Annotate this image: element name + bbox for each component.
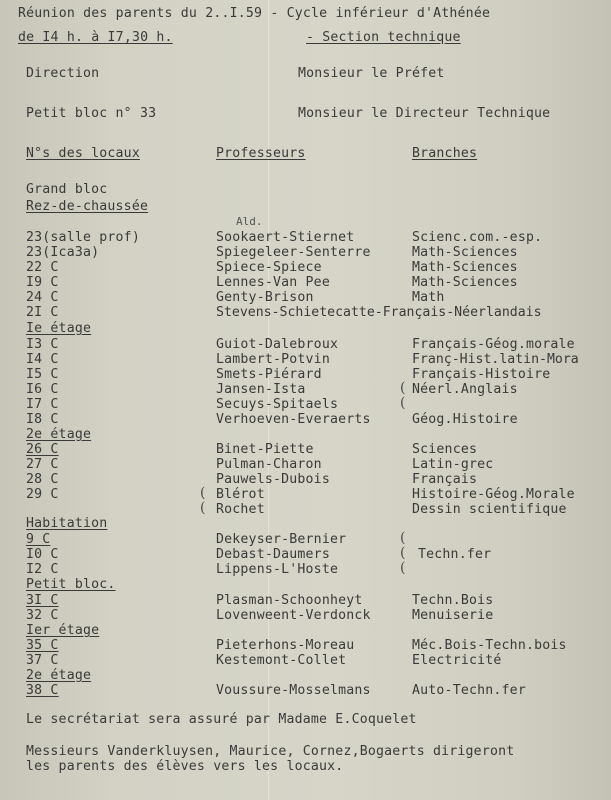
row-room: I6 C <box>26 382 59 397</box>
row-room: 27 C <box>26 457 59 472</box>
official-place-2: Petit bloc n° 33 <box>26 106 157 121</box>
brace-left: ( <box>400 560 406 576</box>
row-professor: Sookaert-Stiernet <box>216 230 355 245</box>
row-professor: Lambert-Potvin <box>216 352 330 367</box>
handwritten-mark: Ald. <box>236 215 263 228</box>
footer-guides-line-1: Messieurs Vanderkluysen, Maurice, Cornez,Bogaerts dirigeront <box>26 744 515 759</box>
row-room: I3 C <box>26 337 59 352</box>
row-professor: Secuys-Spitaels <box>216 397 339 412</box>
footer-guides-line-2: les parents des élèves vers les locaux. <box>26 759 344 774</box>
row-room: I5 C <box>26 367 59 382</box>
brace-left: ( <box>400 395 406 411</box>
row-professor: Blérot <box>216 487 265 502</box>
row-room: 38 C <box>26 683 59 698</box>
column-header-branches: Branches <box>412 146 478 161</box>
row-professor: Genty-Brison <box>216 290 314 305</box>
row-room: 23(Ica3a) <box>26 245 100 260</box>
column-header-professeurs: Professeurs <box>216 146 306 161</box>
row-branch: Histoire-Géog.Morale <box>412 487 575 502</box>
row-room: 24 C <box>26 290 59 305</box>
row-branch: Franç-Hist.latin-Mora <box>412 352 579 367</box>
header-line-2-right: - Section technique <box>306 30 461 45</box>
official-place-1: Direction <box>26 66 100 81</box>
row-branch: Math-Sciences <box>412 260 518 275</box>
row-professor: Plasman-Schoonheyt <box>216 593 363 608</box>
brace-left: ( <box>200 485 206 501</box>
section-ie-etage: Ie étage <box>26 321 92 336</box>
row-professor: Smets-Piérard <box>216 367 322 382</box>
header-line-1: Réunion des parents du 2..I.59 - Cycle inférieur d'Athénée <box>18 6 491 21</box>
row-room: 35 C <box>26 638 59 653</box>
row-branch: Latin-grec <box>412 457 494 472</box>
row-professor: Spiegeleer-Senterre <box>216 245 371 260</box>
row-branch: Français-Histoire <box>412 367 551 382</box>
row-room: I8 C <box>26 412 59 427</box>
row-professor: Spiece-Spiece <box>216 260 322 275</box>
brace-left: ( <box>200 500 206 516</box>
row-room: 9 C <box>26 532 51 547</box>
brace-left: ( <box>400 530 406 546</box>
section-petit-bloc: Petit bloc. <box>26 577 116 592</box>
row-room: 28 C <box>26 472 59 487</box>
row-room: 3I C <box>26 593 59 608</box>
row-professor: Dekeyser-Bernier <box>216 532 347 547</box>
section-grand-bloc: Grand bloc <box>26 182 108 197</box>
row-professor: Rochet <box>216 502 265 517</box>
row-professor: Pulman-Charon <box>216 457 322 472</box>
row-professor: Stevens-Schietecatte-Français-Néerlandais <box>216 305 542 320</box>
row-room: 26 C <box>26 442 59 457</box>
row-branch: Méc.Bois-Techn.bois <box>412 638 567 653</box>
section-2e-etage: 2e étage <box>26 427 92 442</box>
header-line-2-left: de I4 h. à I7,30 h. <box>18 30 173 45</box>
row-room: I7 C <box>26 397 59 412</box>
section-ier-etage: Ier étage <box>26 623 100 638</box>
row-room: 32 C <box>26 608 59 623</box>
row-room: I0 C <box>26 547 59 562</box>
row-branch: Français-Géog.morale <box>412 337 575 352</box>
row-professor: Lippens-L'Hoste <box>216 562 339 577</box>
row-branch: Scienc.com.-esp. <box>412 230 543 245</box>
row-branch: Math-Sciences <box>412 245 518 260</box>
row-professor: Voussure-Mosselmans <box>216 683 371 698</box>
row-professor: Lennes-Van Pee <box>216 275 330 290</box>
row-room: I4 C <box>26 352 59 367</box>
row-branch: Techn.Bois <box>412 593 494 608</box>
row-room: 37 C <box>26 653 59 668</box>
official-person-2: Monsieur le Directeur Technique <box>298 106 551 121</box>
row-branch: Auto-Techn.fer <box>412 683 526 698</box>
row-branch: Techn.fer <box>418 547 492 562</box>
row-branch: Sciences <box>412 442 478 457</box>
row-professor: Debast-Daumers <box>216 547 330 562</box>
row-professor: Binet-Piette <box>216 442 314 457</box>
row-professor: Kestemont-Collet <box>216 653 347 668</box>
brace-left: ( <box>400 545 406 561</box>
row-room: I9 C <box>26 275 59 290</box>
row-professor: Lovenweent-Verdonck <box>216 608 371 623</box>
row-professor: Jansen-Ista <box>216 382 306 397</box>
column-header-locaux: N°s des locaux <box>26 146 140 161</box>
row-room: I2 C <box>26 562 59 577</box>
official-person-1: Monsieur le Préfet <box>298 66 445 81</box>
row-branch: Géog.Histoire <box>412 412 518 427</box>
row-professor: Verhoeven-Everaerts <box>216 412 371 427</box>
row-branch: Menuiserie <box>412 608 494 623</box>
section-habitation: Habitation <box>26 516 108 531</box>
row-room: 2I C <box>26 305 59 320</box>
row-room: 29 C <box>26 487 59 502</box>
row-professor: Guiot-Dalebroux <box>216 337 339 352</box>
row-professor: Pieterhons-Moreau <box>216 638 355 653</box>
row-professor: Pauwels-Dubois <box>216 472 330 487</box>
row-branch: Néerl.Anglais <box>412 382 518 397</box>
row-branch: Math <box>412 290 445 305</box>
footer-secretariat: Le secrétariat sera assuré par Madame E.Coquelet <box>26 712 417 727</box>
section-2e-etage-petit-bloc: 2e étage <box>26 668 92 683</box>
brace-left: ( <box>400 380 406 396</box>
row-room: 23(salle prof) <box>26 230 140 245</box>
row-branch: Français <box>412 472 478 487</box>
section-rez-de-chaussee: Rez-de-chaussée <box>26 199 149 214</box>
row-branch: Math-Sciences <box>412 275 518 290</box>
row-room: 22 C <box>26 260 59 275</box>
row-branch: Electricité <box>412 653 502 668</box>
row-branch: Dessin scientifique <box>412 502 567 517</box>
